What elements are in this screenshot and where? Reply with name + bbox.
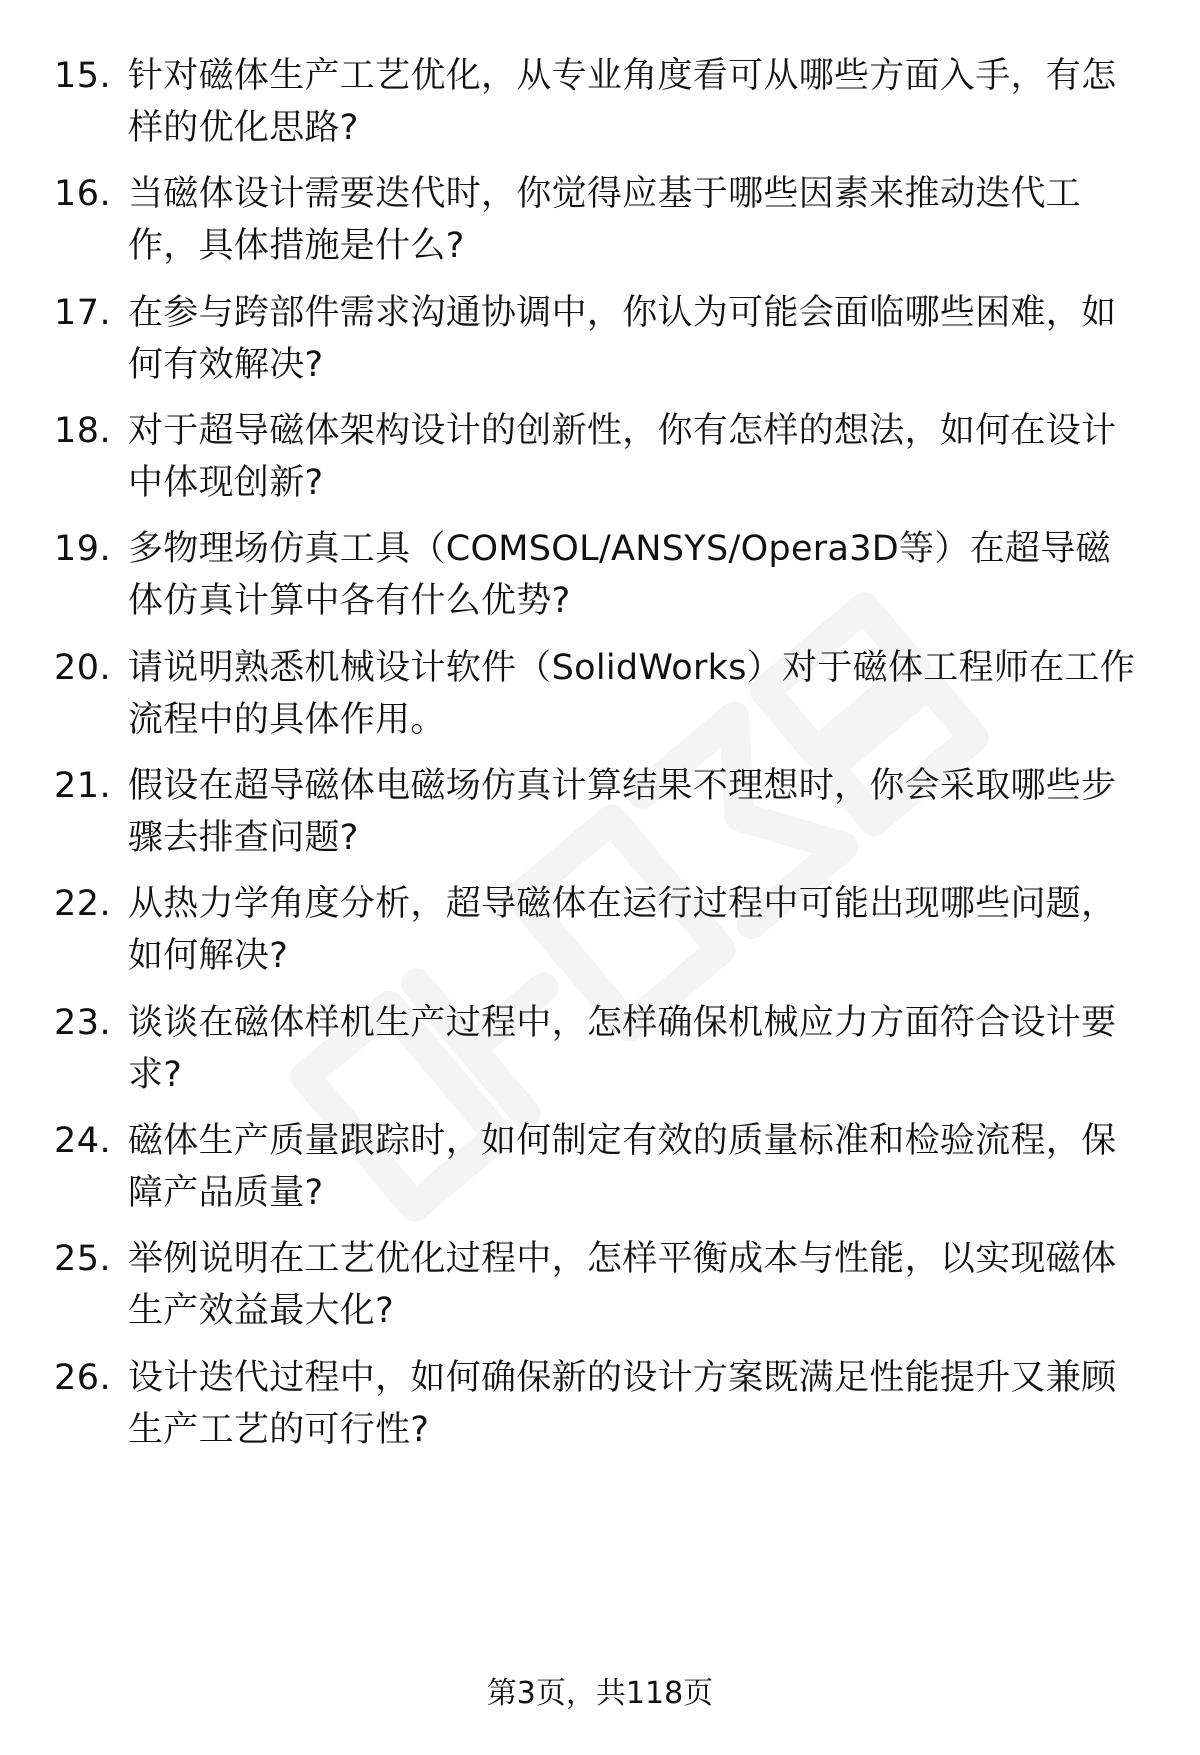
question-number: 19. [54, 529, 112, 569]
question-number: 22. [54, 884, 112, 924]
question-item [0, 997, 1200, 1107]
question-number: 24. [54, 1121, 112, 1161]
page-number-footer: 第3页，共118页 [486, 1676, 714, 1711]
question-text: 设计迭代过程中，如何确保新的设计方案既满足性能提升又兼顾 生产工艺的可行性? [128, 1358, 1117, 1450]
question-text: 当磁体设计需要迭代时，你觉得应基于哪些因素来推动迭代工 作，具体措施是什么? [128, 174, 1082, 266]
question-item [0, 50, 1200, 160]
question-number: 15. [54, 56, 112, 96]
question-item [0, 1115, 1200, 1225]
question-number: 17. [54, 293, 112, 333]
question-text: 针对磁体生产工艺优化，从专业角度看可从哪些方面入手，有怎 样的优化思路? [128, 56, 1117, 148]
question-item [0, 168, 1200, 278]
question-number: 23. [54, 1003, 112, 1043]
question-item [0, 642, 1200, 752]
question-number: 25. [54, 1239, 112, 1279]
question-item [0, 760, 1200, 870]
question-text: 从热力学角度分析，超导磁体在运行过程中可能出现哪些问题， 如何解决? [128, 884, 1117, 976]
question-text: 在参与跨部件需求沟通协调中，你认为可能会面临哪些困难，如 何有效解决? [128, 293, 1117, 385]
question-number: 26. [54, 1358, 112, 1398]
question-number: 20. [54, 648, 112, 688]
question-item [0, 878, 1200, 988]
question-item [0, 1352, 1200, 1462]
question-number: 21. [54, 766, 112, 806]
question-item [0, 523, 1200, 633]
question-item [0, 405, 1200, 515]
question-text: 假设在超导磁体电磁场仿真计算结果不理想时，你会采取哪些步 骤去排查问题? [128, 766, 1117, 858]
question-item [0, 1233, 1200, 1343]
question-number: 18. [54, 411, 112, 451]
question-text: 磁体生产质量跟踪时，如何制定有效的质量标准和检验流程，保 障产品质量? [128, 1121, 1117, 1213]
question-number: 16. [54, 174, 112, 214]
question-text: 举例说明在工艺优化过程中，怎样平衡成本与性能，以实现磁体 生产效益最大化? [128, 1239, 1117, 1331]
question-item [0, 287, 1200, 397]
question-text: 对于超导磁体架构设计的创新性，你有怎样的想法，如何在设计 中体现创新? [128, 411, 1117, 503]
question-text: 多物理场仿真工具（COMSOL/ANSYS/Opera3D等）在超导磁 体仿真计算中各有什么优势? [128, 529, 1111, 621]
question-text: 请说明熟悉机械设计软件（SolidWorks）对于磁体工程师在工作 流程中的具体作用。 [128, 648, 1136, 740]
question-text: 谈谈在磁体样机生产过程中，怎样确保机械应力方面符合设计要 求? [128, 1003, 1117, 1095]
